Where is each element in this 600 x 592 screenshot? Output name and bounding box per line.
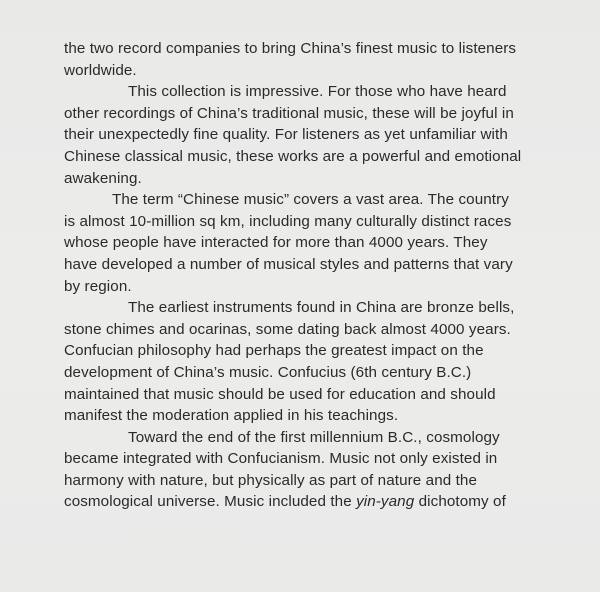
- text-line: is almost 10-million sq km, including many culturally distinct races: [64, 212, 512, 230]
- body-text: [64, 38, 600, 513]
- text-line: Confucian philosophy had perhaps the greatest impact on the: [64, 342, 484, 360]
- text-line: The earliest instruments found in China are bronze bells,: [128, 299, 515, 317]
- text-line: development of China’s music. Confucius (6th century B.C.): [64, 363, 472, 381]
- paragraph-collection: [64, 81, 600, 189]
- text-line: harmony with nature, but physically as part of nature and the: [64, 471, 478, 489]
- text-line: became integrated with Confucianism. Music not only existed in: [64, 450, 498, 468]
- text-fragment: dichotomy of: [414, 493, 506, 511]
- text-fragment: cosmological universe. Music included the: [64, 493, 357, 511]
- text-line: other recordings of China’s traditional music, these will be joyful in: [64, 104, 514, 122]
- paragraph-cosmology: [64, 427, 600, 513]
- text-line: awakening.: [64, 169, 142, 187]
- text-line: worldwide.: [64, 61, 137, 79]
- paragraph-instruments: [64, 297, 600, 427]
- italic-term: yin-yang: [356, 493, 415, 511]
- paragraph-continuation: [64, 38, 600, 81]
- text-line: Toward the end of the first millennium B.C., cosmology: [128, 428, 500, 446]
- text-line: have developed a number of musical styles and patterns that vary: [64, 255, 513, 273]
- text-line: by region.: [64, 277, 132, 295]
- text-line: stone chimes and ocarinas, some dating back almost 4000 years.: [64, 320, 511, 338]
- text-line: This collection is impressive. For those who have heard: [128, 83, 507, 101]
- text-line: manifest the moderation applied in his teachings.: [64, 407, 399, 425]
- text-line: Chinese classical music, these works are a powerful and emotional: [64, 147, 522, 165]
- paragraph-chinese-music: [64, 189, 600, 297]
- text-line: maintained that music should be used for education and should: [64, 385, 496, 403]
- text-line: whose people have interacted for more than 4000 years. They: [64, 234, 488, 252]
- text-line-last: [64, 491, 600, 513]
- text-line: their unexpectedly fine quality. For listeners as yet unfamiliar with: [64, 126, 508, 144]
- text-line: The term “Chinese music” covers a vast area. The country: [112, 191, 509, 209]
- text-line: the two record companies to bring China’s finest music to listeners: [64, 40, 517, 57]
